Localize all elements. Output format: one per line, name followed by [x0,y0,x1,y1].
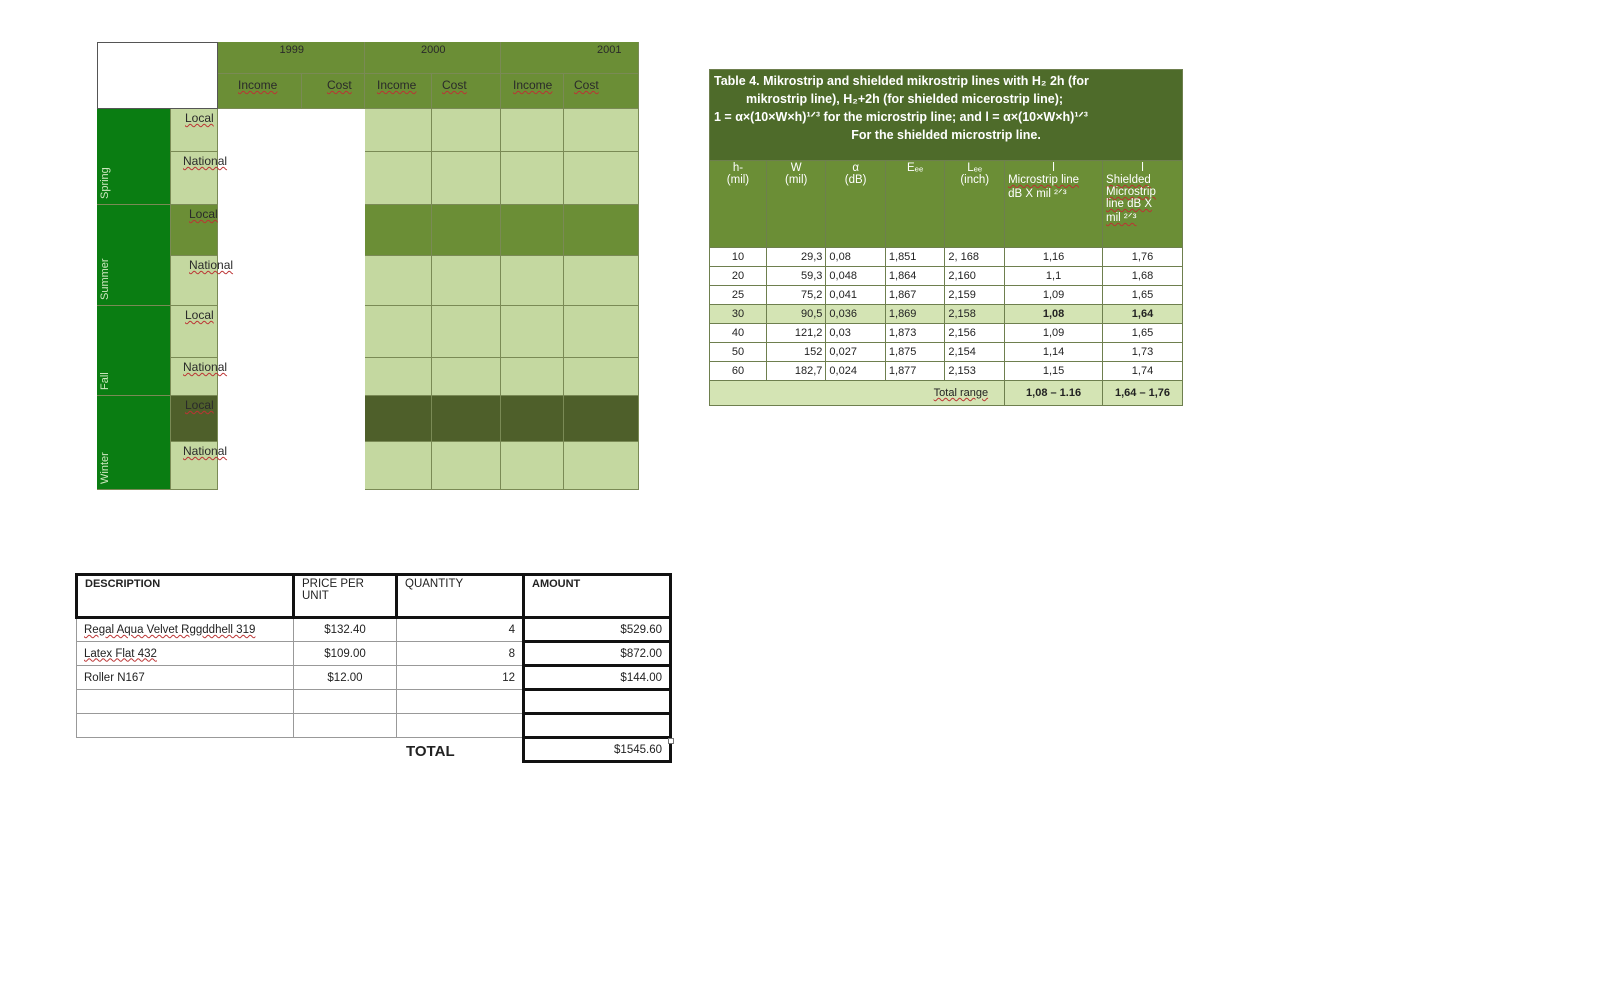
table-cell: 2,154 [945,343,1005,362]
cell-text: $872.00 [620,647,662,660]
season-label: Summer [99,258,111,300]
table-cell: 29,3 [766,248,825,267]
table-cell: 1,76 [1103,248,1183,267]
table-row [77,642,671,666]
data-cell [432,205,501,256]
table-row [710,324,1183,343]
header-text: (mil) [726,174,750,186]
table-cell: 75,2 [766,286,825,305]
cell-text: Latex Flat 432 [84,647,157,660]
price-cell [294,714,397,738]
table-cell: 60 [710,362,767,381]
table-cell: 0,041 [826,286,885,305]
data-cell [432,358,501,396]
measure-label: Income [238,78,278,92]
total-range-shielded: 1,64 – 1,76 [1103,381,1183,406]
cell-text: Regal Aqua Velvet Rggddhell 319 [84,624,256,636]
description-header: DESCRIPTION [77,575,294,618]
season-label: Spring [99,167,111,199]
caption-line: For the shielded microstrip line. [851,128,1041,142]
data-cell [501,109,564,152]
data-cell [501,205,564,256]
header-text: α [852,162,859,174]
amount-cell [524,714,671,738]
header-text: (dB) [844,174,867,186]
table-cell: 1,65 [1103,324,1183,343]
table-cell: 1,16 [1005,248,1103,267]
cell-text: Roller N167 [84,671,145,684]
measure-label: Income [377,78,417,92]
amount-cell [524,690,671,714]
total-range-label: Total range [710,381,1005,406]
table-cell: 1,15 [1005,362,1103,381]
table-cell: 2, 168 [945,248,1005,267]
cell-text: $109.00 [324,647,366,660]
data-cell [365,152,432,205]
table-row [710,248,1183,267]
measure-label: Cost [442,78,467,92]
description-cell [77,618,294,642]
description-cell [77,642,294,666]
data-cell [365,256,432,306]
table-cell: 40 [710,324,767,343]
invoice-header-row [77,575,671,618]
data-cell [501,442,564,490]
header-text: Lₑₑ [967,162,983,174]
table-cell: 1,851 [885,248,944,267]
seasonal-income-cost-table [97,42,639,490]
row-label-local: Local [185,398,214,412]
measure-label: Cost [327,78,352,92]
row-label-local: Local [189,207,218,221]
amount-cell [524,618,671,642]
data-cell [432,256,501,306]
column-header [710,161,767,248]
header-text: l [1141,162,1144,174]
header-text: (inch) [960,174,990,186]
table-row [710,305,1183,324]
data-cell [501,256,564,306]
resize-handle[interactable] [668,738,674,744]
table-cell: 1,864 [885,267,944,286]
table-cell: 1,1 [1005,267,1103,286]
table-cell: 0,03 [826,324,885,343]
cell-text: $144.00 [620,671,662,684]
table-row [77,618,671,642]
table-cell: 1,08 [1005,305,1103,324]
table-cell: 1,65 [1103,286,1183,305]
data-cell [432,306,501,358]
price-header: PRICE PER UNIT [294,575,397,618]
table-cell: 0,048 [826,267,885,286]
data-cell [501,152,564,205]
table-cell: 0,024 [826,362,885,381]
quantity-cell [397,618,524,642]
amount-header: AMOUNT [524,575,671,618]
table-caption [710,70,1183,161]
quantity-cell [397,666,524,690]
cell-text: 4 [508,624,515,636]
row-label-national: National [189,258,234,272]
total-label: TOTAL [406,743,455,760]
table-cell: 1,73 [1103,343,1183,362]
table-cell: 121,2 [766,324,825,343]
price-cell [294,690,397,714]
table-cell: 1,14 [1005,343,1103,362]
table-row [710,286,1183,305]
header-text: l [1052,162,1055,174]
table-cell: 1,09 [1005,286,1103,305]
data-cell [365,396,432,442]
data-cell [564,152,639,205]
total-range-row [710,381,1183,406]
data-cell [365,205,432,256]
table-cell: 2,160 [945,267,1005,286]
price-cell [294,642,397,666]
table-cell: 1,09 [1005,324,1103,343]
price-cell [294,666,397,690]
table-cell: 1,74 [1103,362,1183,381]
table-cell: 152 [766,343,825,362]
table-cell: 1,877 [885,362,944,381]
data-cell [365,306,432,358]
table-cell: 1,68 [1103,267,1183,286]
season-label: Winter [99,452,111,484]
table-cell: 25 [710,286,767,305]
data-cell [564,205,639,256]
price-cell [294,618,397,642]
table-cell: 50 [710,343,767,362]
data-cell [365,109,432,152]
table-row [77,666,671,690]
column-header [945,161,1005,248]
row-label-local: Local [185,308,214,322]
measure-label: Income [513,78,553,92]
cell-text: 12 [502,671,515,684]
column-header [826,161,885,248]
table-cell: 2,159 [945,286,1005,305]
column-header [885,161,944,248]
column-header [766,161,825,248]
header-row [710,161,1183,248]
data-cell [564,109,639,152]
total-range-microstrip: 1,08 – 1.16 [1005,381,1103,406]
data-cell [564,358,639,396]
data-cell [501,306,564,358]
column-header [1005,161,1103,248]
table-cell: 30 [710,305,767,324]
header-text: line dB X [1106,198,1153,210]
caption-line: mikrostrip line), H₂+2h (for shielded micerostrip line); [746,92,1064,106]
row-label-national: National [183,444,228,458]
header-text: Microstrip line [1008,174,1080,186]
table-cell: 20 [710,267,767,286]
corner-cell [97,42,218,109]
microstrip-table [709,69,1183,406]
table-cell: 90,5 [766,305,825,324]
table-cell: 0,08 [826,248,885,267]
data-cell [365,442,432,490]
quantity-cell [397,690,524,714]
caption-line: Table 4. Mikrostrip and shielded mikrostrip lines with H₂ 2h (for [714,74,1089,88]
table-cell: 2,153 [945,362,1005,381]
row-label-national: National [183,360,228,374]
caption-line: 1 = α×(10×W×h)¹ᐟ³ for the microstrip line; and l = α×(10×W×h)¹ᐟ³ [714,110,1088,124]
row-label-national: National [183,154,228,168]
amount-cell [524,642,671,666]
header-text: h- [732,162,744,174]
table-cell: 2,156 [945,324,1005,343]
season-label: Fall [99,372,111,390]
table-row [77,690,671,714]
data-cell [501,358,564,396]
description-cell [77,690,294,714]
data-cell [365,358,432,396]
table-cell: 1,869 [885,305,944,324]
data-cell [564,442,639,490]
cell-text: $529.60 [620,623,662,636]
cell-text: 8 [508,647,515,660]
data-cell [432,109,501,152]
quantity-cell [397,642,524,666]
data-cell [432,396,501,442]
invoice-total-row [77,738,671,762]
table-row [77,714,671,738]
year-label: 2001 [597,44,622,56]
invoice-table [75,573,675,763]
cell-text: $132.40 [324,624,366,636]
year-label: 1999 [279,44,304,56]
header-text: Eₑₑ [907,162,924,174]
quantity-cell [397,714,524,738]
table-row [710,343,1183,362]
table-cell: 0,027 [826,343,885,362]
header-text: dB X mil ²ᐟ³ [1008,188,1067,200]
amount-cell [524,666,671,690]
row-label-local: Local [185,111,214,125]
header-text: Microstrip [1106,186,1156,198]
quantity-header: QUANTITY [397,575,524,618]
data-cell [564,396,639,442]
table-cell: 182,7 [766,362,825,381]
measure-label: Cost [574,78,599,92]
table-cell: 1,867 [885,286,944,305]
data-cell [501,396,564,442]
header-text: Shielded [1106,174,1151,186]
data-cell [564,256,639,306]
header-text: mil ²ᐟ³ [1106,212,1137,224]
table-row [710,267,1183,286]
cell-text: $12.00 [327,671,363,684]
table-row [710,362,1183,381]
table-cell: 2,158 [945,305,1005,324]
description-cell [77,666,294,690]
table-cell: 59,3 [766,267,825,286]
description-cell [77,714,294,738]
table-cell: 1,875 [885,343,944,362]
data-cell [432,442,501,490]
header-text: (mil) [784,174,808,186]
total-amount: $1545.60 [524,738,671,762]
table-cell: 1,64 [1103,305,1183,324]
column-header [1103,161,1183,248]
header-text: W [790,162,802,174]
year-label: 2000 [421,44,446,56]
table-cell: 0,036 [826,305,885,324]
data-cell [432,152,501,205]
table-cell: 1,873 [885,324,944,343]
table-cell: 10 [710,248,767,267]
data-cell [564,306,639,358]
